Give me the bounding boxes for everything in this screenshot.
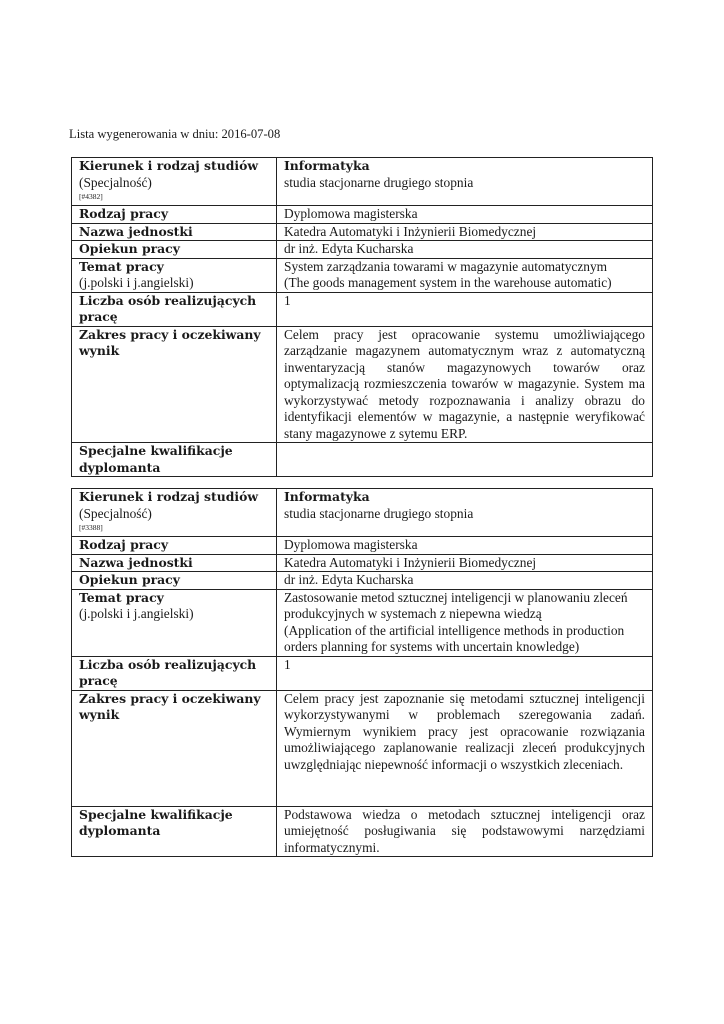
table-row — [72, 326, 653, 443]
field-name: Informatyka — [284, 158, 370, 173]
field-of-study-value — [277, 489, 653, 537]
num-persons-label: Liczba osób realizujących pracę — [72, 292, 277, 326]
num-persons-label: Liczba osób realizujących pracę — [72, 656, 277, 690]
table-row — [72, 292, 653, 326]
table-row — [72, 690, 653, 806]
field-of-study-label — [72, 158, 277, 206]
qualifications-value: Podstawowa wiedza o metodach sztucznej inteligencji oraz umiejętność posługiwania się podstawowymi narzędziami informatycznymi. — [277, 806, 653, 857]
table-row — [72, 537, 653, 555]
thesis-type-label: Rodzaj pracy — [72, 537, 277, 555]
table-row — [72, 443, 653, 477]
table-row — [72, 589, 653, 656]
scope-label: Zakres pracy i oczekiwany wynik — [72, 326, 277, 443]
topic-polish: Zastosowanie metod sztucznej inteligencji w planowaniu zleceń produkcyjnych w systemach z niepewna wiedzą — [284, 589, 628, 621]
unit-name-label: Nazwa jednostki — [72, 223, 277, 241]
table-row — [72, 223, 653, 241]
field-name: Informatyka — [284, 489, 370, 504]
scope-value: Celem pracy jest opracowanie systemu umożliwiającego zarządzanie magazynem automatycznym wraz z automatyczną inwentaryzacją stanów magazynowych towarów oraz optymalizacją rozmieszczenia towarów w magazynie. System ma wykorzystywać metody rozpoznawania i analizy obrazu do identyfikacji elementów w magazynie, a następnie weryfikować stany magazynowe z sytemu ERP. — [277, 326, 653, 443]
supervisor-label: Opiekun pracy — [72, 572, 277, 590]
thesis-id: [#3388] — [79, 523, 103, 532]
thesis-type-value: Dyplomowa magisterska — [277, 206, 653, 224]
field-of-study-label-text: Kierunek i rodzaj studiów — [79, 158, 259, 173]
supervisor-value: dr inż. Edyta Kucharska — [277, 572, 653, 590]
table-row — [72, 656, 653, 690]
topic-english: (The goods management system in the warehouse automatic) — [284, 275, 612, 290]
scope-value: Celem pracy jest zapoznanie się metodami sztucznej inteligencji wykorzystywanymi w problemach szeregowania zadań. Wymiernym wynikiem pracy jest opracowanie rozwiązania umożliwiającego zaplanowanie realizacji zleceń produkcyjnych uwzględniając niepewność informacji o wszystkich zleceniach. — [277, 690, 653, 806]
thesis-type-value: Dyplomowa magisterska — [277, 537, 653, 555]
table-row — [72, 241, 653, 259]
scope-label: Zakres pracy i oczekiwany wynik — [72, 690, 277, 806]
supervisor-label: Opiekun pracy — [72, 241, 277, 259]
thesis-table-1 — [71, 157, 653, 477]
thesis-table-2 — [71, 488, 653, 857]
study-mode: studia stacjonarne drugiego stopnia — [284, 505, 474, 521]
table-row — [72, 572, 653, 590]
generation-date-line: Lista wygenerowania w dniu: 2016-07-08 — [69, 127, 281, 141]
field-of-study-label-text: Kierunek i rodzaj studiów — [79, 489, 259, 504]
topic-label — [72, 589, 277, 656]
supervisor-value: dr inż. Edyta Kucharska — [277, 241, 653, 259]
qualifications-label: Specjalne kwalifikacje dyplomanta — [72, 806, 277, 857]
qualifications-label: Specjalne kwalifikacje dyplomanta — [72, 443, 277, 477]
table-row — [72, 489, 653, 537]
study-mode: studia stacjonarne drugiego stopnia — [284, 174, 474, 190]
topic-label-text: Temat pracy — [79, 258, 164, 274]
field-of-study-value — [277, 158, 653, 206]
table-row — [72, 158, 653, 206]
table-row — [72, 806, 653, 857]
table-row — [72, 554, 653, 572]
num-persons-value: 1 — [277, 656, 653, 690]
qualifications-value — [277, 443, 653, 477]
specialization-label: (Specjalność) — [79, 505, 152, 521]
field-of-study-label — [72, 489, 277, 537]
topic-languages-label: (j.polski i j.angielski) — [79, 606, 194, 621]
thesis-id: [#4382] — [79, 192, 103, 201]
topic-languages-label: (j.polski i j.angielski) — [79, 275, 194, 290]
topic-polish: System zarządzania towarami w magazynie automatycznym — [284, 258, 608, 274]
unit-name-value: Katedra Automatyki i Inżynierii Biomedycznej — [277, 223, 653, 241]
unit-name-label: Nazwa jednostki — [72, 554, 277, 572]
table-row — [72, 258, 653, 292]
topic-value — [277, 589, 653, 656]
topic-value — [277, 258, 653, 292]
specialization-label: (Specjalność) — [79, 174, 152, 190]
table-row — [72, 206, 653, 224]
topic-label-text: Temat pracy — [79, 589, 164, 605]
thesis-type-label: Rodzaj pracy — [72, 206, 277, 224]
topic-english: (Application of the artificial intelligence methods in production orders planning for systems with uncertain knowledge) — [284, 622, 625, 654]
num-persons-value: 1 — [277, 292, 653, 326]
unit-name-value: Katedra Automatyki i Inżynierii Biomedycznej — [277, 554, 653, 572]
topic-label — [72, 258, 277, 292]
